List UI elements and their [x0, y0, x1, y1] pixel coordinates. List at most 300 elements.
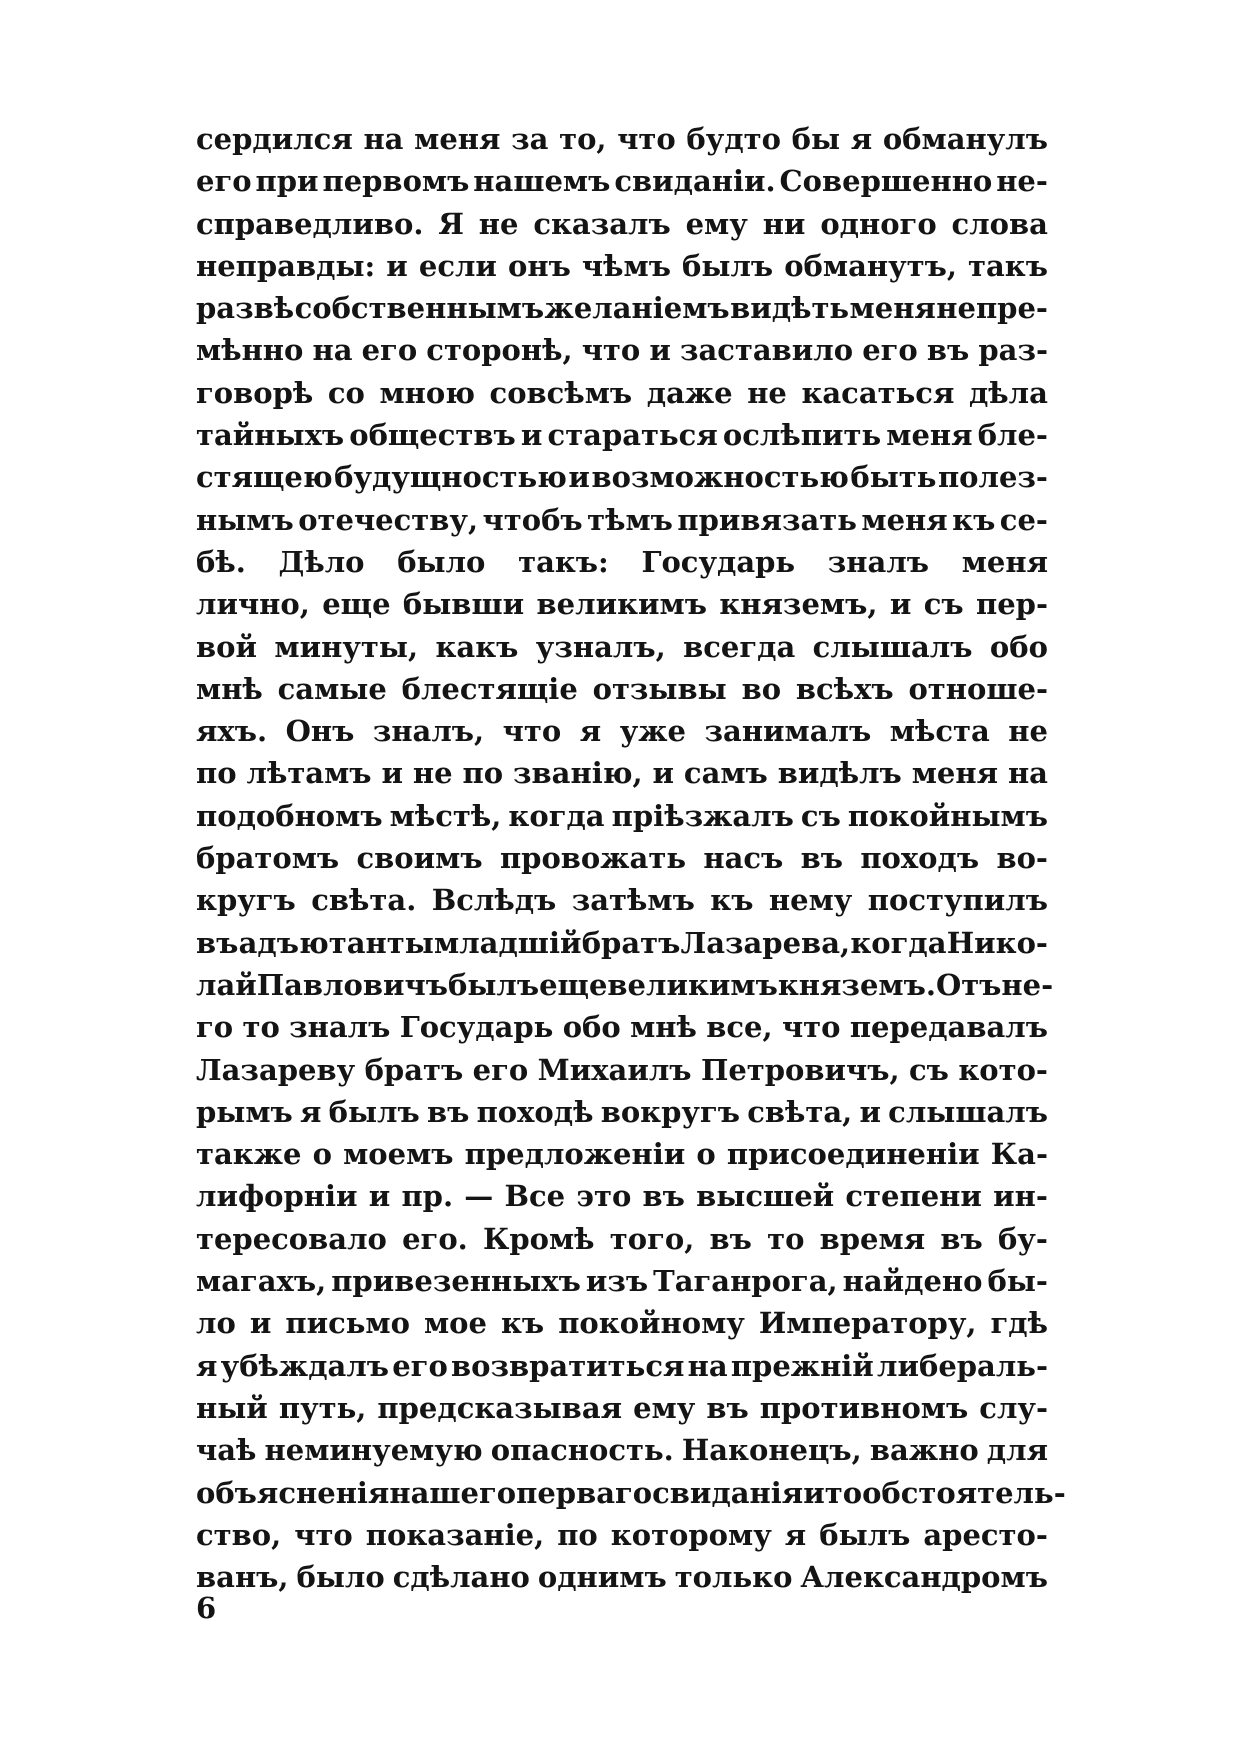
word: кругъ	[196, 883, 296, 918]
word: Лазарева,	[680, 925, 851, 960]
word: Государь	[399, 1010, 554, 1045]
word: насъ	[703, 841, 784, 876]
word: въ	[940, 1221, 983, 1256]
word: даже	[646, 375, 733, 410]
text-line	[196, 1006, 1048, 1048]
word: моемъ	[343, 1137, 454, 1172]
word: будто	[686, 122, 781, 156]
word: и	[249, 1306, 272, 1341]
word: не	[747, 375, 787, 410]
word: съ	[923, 587, 964, 622]
word: Нико-	[946, 925, 1048, 960]
text-line	[196, 1260, 1048, 1302]
word: отзывы	[592, 671, 727, 706]
word: не	[1008, 714, 1048, 749]
word: нашемъ	[473, 164, 611, 199]
word: въ	[706, 1390, 749, 1425]
word: по	[462, 756, 504, 791]
word: которому	[610, 1517, 772, 1552]
text-line	[196, 456, 1048, 498]
text-line	[196, 922, 1048, 964]
word: Императору,	[758, 1306, 977, 1341]
word: поступилъ	[867, 883, 1048, 918]
word: то	[767, 1221, 805, 1256]
word: занималъ	[704, 714, 872, 749]
text-line	[196, 879, 1048, 921]
text-line	[196, 1049, 1048, 1091]
word: во	[741, 671, 782, 706]
word: письмо	[285, 1306, 410, 1341]
word: привезенныхъ	[331, 1264, 581, 1299]
word: мѣнно	[196, 333, 304, 368]
word: рымъ	[196, 1094, 293, 1129]
word: го	[196, 1010, 234, 1045]
word: княземъ.	[777, 967, 936, 1002]
word: слу-	[979, 1390, 1048, 1425]
word: лифорніи	[196, 1179, 358, 1214]
word: Кромѣ	[482, 1221, 595, 1256]
word: быть	[850, 460, 937, 495]
word: походѣ	[476, 1094, 594, 1129]
word: въ	[196, 925, 239, 960]
word: свиданія	[652, 1475, 804, 1510]
word: касаться	[801, 375, 955, 410]
text-line	[196, 372, 1048, 414]
text-line	[196, 287, 1048, 329]
word: непре-	[936, 291, 1048, 326]
text-line	[196, 1091, 1048, 1133]
word: Государь	[641, 544, 796, 579]
word: и	[652, 756, 674, 791]
word: Онъ	[285, 714, 355, 749]
text-line	[196, 752, 1048, 794]
word: его	[392, 1348, 448, 1383]
word: всегда	[683, 629, 796, 664]
word: не	[412, 756, 453, 791]
word: я	[300, 1094, 322, 1129]
text-line	[196, 245, 1048, 287]
word: либераль-	[877, 1348, 1048, 1383]
word: адъютанты	[238, 925, 434, 960]
word: тайныхъ	[196, 418, 345, 453]
word: одного	[820, 206, 937, 241]
text-line	[196, 203, 1048, 245]
word: чѣмъ	[581, 248, 671, 283]
word: свиданіи.	[614, 164, 776, 199]
word: какъ	[435, 629, 519, 664]
word: ослѣпить	[722, 418, 882, 453]
word: на	[312, 333, 353, 368]
word: покойнымъ	[847, 798, 1048, 833]
word: и	[520, 418, 543, 453]
word: и	[859, 1094, 881, 1129]
word: лѣтамъ	[246, 756, 372, 791]
word: нашего	[389, 1475, 517, 1510]
word: я	[850, 122, 873, 156]
word: передавалъ	[849, 1010, 1048, 1045]
word: пр.	[401, 1179, 454, 1214]
word: путь,	[278, 1390, 367, 1425]
word: привязать	[677, 502, 857, 537]
word: совсѣмъ	[489, 375, 633, 410]
text-line	[196, 1514, 1048, 1556]
word: стящею	[196, 460, 333, 495]
text-line	[196, 795, 1048, 837]
word: обманутъ,	[784, 248, 957, 283]
word: минуты,	[274, 629, 419, 664]
text-line	[196, 583, 1048, 625]
text-line	[196, 118, 1048, 160]
word: объясненія	[196, 1475, 390, 1510]
word: Вслѣдъ	[431, 883, 557, 918]
word: бывши	[402, 587, 525, 622]
word: обстоятель-	[862, 1475, 1066, 1510]
word: меня	[849, 291, 936, 326]
text-line	[196, 1556, 1048, 1598]
word: прежній	[730, 1348, 874, 1383]
word: однимъ	[537, 1560, 667, 1595]
word: на	[1007, 756, 1048, 791]
word: опасность.	[490, 1433, 674, 1468]
word: высшей	[696, 1179, 835, 1214]
word: онъ	[508, 248, 571, 283]
word: неминуемую	[264, 1433, 483, 1468]
text-line	[196, 329, 1048, 371]
word: я	[579, 714, 602, 749]
word: братъ	[581, 925, 681, 960]
word: яхъ.	[196, 714, 268, 749]
word: Лазареву	[196, 1052, 356, 1087]
text-line	[196, 1429, 1048, 1471]
word: къ	[710, 883, 754, 918]
text-line	[196, 964, 1054, 1006]
word: отноше-	[908, 671, 1048, 706]
word: въ	[800, 841, 843, 876]
word: перваго	[516, 1475, 653, 1510]
word: Совершенно	[779, 164, 993, 199]
word: то,	[559, 122, 607, 156]
word: меня	[414, 122, 501, 156]
word: его	[361, 333, 418, 368]
word: возвратиться	[450, 1348, 685, 1383]
word: желаніемъ	[544, 291, 730, 326]
text-line	[196, 541, 1048, 583]
text-line	[196, 1218, 1048, 1260]
word: это	[576, 1179, 632, 1214]
word: Наконецъ,	[681, 1433, 862, 1468]
word: аресто-	[923, 1517, 1048, 1552]
word: сказалъ	[533, 206, 671, 241]
word: Александромъ	[800, 1560, 1048, 1595]
word: тересовало	[196, 1221, 387, 1256]
word: вой	[196, 629, 258, 664]
word: Все	[504, 1179, 566, 1214]
word: собственнымъ	[294, 291, 545, 326]
word: первомъ	[322, 164, 470, 199]
word: чаѣ	[196, 1433, 257, 1468]
body-text	[196, 118, 1066, 1598]
word: ный	[196, 1390, 268, 1425]
word: бы	[791, 122, 841, 156]
text-line	[196, 668, 1048, 710]
text-line	[196, 626, 1048, 668]
word: во-	[996, 841, 1048, 876]
word: нему	[768, 883, 853, 918]
word: все,	[706, 1010, 773, 1045]
word: лично,	[196, 587, 310, 622]
word: своимъ	[356, 841, 483, 876]
word: уже	[619, 714, 686, 749]
word: ему	[633, 1390, 696, 1425]
word: будущностью	[334, 460, 567, 495]
word: ему	[685, 206, 748, 241]
word: степени	[845, 1179, 982, 1214]
word: показаніе,	[365, 1517, 545, 1552]
word: Михаилъ	[537, 1052, 692, 1087]
word: обо	[989, 629, 1048, 664]
word: было	[397, 544, 486, 579]
word: княземъ,	[719, 587, 878, 622]
word: Отъ	[935, 967, 1002, 1002]
word: въ	[709, 1221, 752, 1256]
word: меня	[961, 544, 1048, 579]
word: что	[502, 714, 562, 749]
word: его	[196, 164, 252, 199]
word: кото-	[958, 1052, 1048, 1087]
word: раз-	[978, 333, 1048, 368]
word: по	[557, 1517, 598, 1552]
word: видѣлъ	[777, 756, 902, 791]
word: и	[568, 460, 590, 495]
word: слышалъ	[888, 1094, 1048, 1129]
word: сердился	[196, 122, 353, 156]
word: былъ	[682, 248, 774, 283]
word: ни	[762, 206, 806, 241]
word: братомъ	[196, 841, 340, 876]
word: свѣта,	[747, 1094, 853, 1129]
word: ло	[196, 1306, 236, 1341]
word: зналъ	[289, 1010, 391, 1045]
word: сторонѣ,	[426, 333, 573, 368]
word: бу-	[997, 1221, 1048, 1256]
word: братъ	[364, 1052, 464, 1087]
word: изъ	[585, 1264, 649, 1299]
word: полез-	[937, 460, 1048, 495]
word: къ	[952, 502, 996, 537]
word: бле-	[977, 418, 1048, 453]
word: лай	[196, 967, 257, 1002]
word: и	[381, 756, 403, 791]
word: великимъ	[536, 587, 707, 622]
word: съ	[800, 798, 841, 833]
word: найдено	[842, 1264, 983, 1299]
word: Таганрога,	[653, 1264, 838, 1299]
word: также	[196, 1137, 302, 1172]
word: великимъ	[607, 967, 778, 1002]
word: съ	[909, 1052, 949, 1087]
word: такъ:	[518, 544, 609, 579]
word: зналъ	[827, 544, 930, 579]
text-line	[196, 1302, 1048, 1344]
word: для	[986, 1433, 1048, 1468]
word: чтобъ	[482, 502, 583, 537]
word: мѣстѣ,	[389, 798, 502, 833]
word: мною	[379, 375, 475, 410]
word: младшій	[434, 925, 582, 960]
word: его.	[402, 1221, 468, 1256]
text-line	[196, 1472, 1066, 1514]
word: того,	[609, 1221, 695, 1256]
text-line	[196, 414, 1048, 456]
word: важно	[869, 1433, 979, 1468]
word: еще	[322, 587, 391, 622]
word: то	[824, 1475, 863, 1510]
word: неправды:	[196, 248, 376, 283]
text-line	[196, 837, 1048, 879]
word: о	[696, 1137, 716, 1172]
word: за	[511, 122, 549, 156]
word: Дѣло	[278, 544, 365, 579]
word: былъ	[448, 967, 540, 1002]
word: пріѣзжалъ	[611, 798, 794, 833]
word: когда	[850, 925, 947, 960]
word: его	[472, 1052, 529, 1087]
word: что	[617, 122, 676, 156]
word: не-	[996, 164, 1048, 199]
word: присоединеніи	[726, 1137, 980, 1172]
word: въ	[426, 1094, 470, 1129]
word: обществъ	[349, 418, 516, 453]
text-line	[196, 1175, 1048, 1217]
text-line	[196, 1133, 1048, 1175]
word: и	[649, 333, 671, 368]
word: меня	[886, 418, 973, 453]
word: такъ	[968, 248, 1048, 283]
word: къ	[500, 1306, 545, 1341]
word: блестящіе	[401, 671, 578, 706]
word: походъ	[860, 841, 980, 876]
word: затѣмъ	[571, 883, 695, 918]
word: видѣть	[730, 291, 850, 326]
word: когда	[508, 798, 605, 833]
word: заставило	[679, 333, 854, 368]
word: гдѣ	[990, 1306, 1048, 1341]
word: что	[581, 333, 641, 368]
word: и	[386, 248, 408, 283]
word: по	[196, 756, 237, 791]
word: обманулъ	[882, 122, 1048, 156]
word: ство,	[196, 1517, 282, 1552]
word: я	[196, 1348, 218, 1383]
word: развѣ	[196, 291, 295, 326]
page-number: 6	[196, 1591, 217, 1625]
word: узналъ,	[535, 629, 666, 664]
word: ин-	[993, 1179, 1048, 1214]
word: стараться	[547, 418, 718, 453]
word: что	[781, 1010, 841, 1045]
word: и	[803, 1475, 825, 1510]
word: и	[368, 1179, 391, 1214]
word: въ	[926, 333, 970, 368]
word: ванъ,	[196, 1560, 289, 1595]
word: бѣ.	[196, 544, 246, 579]
text-line	[196, 160, 1048, 202]
word: —	[464, 1179, 494, 1214]
word: возможностью	[591, 460, 849, 495]
word: се-	[999, 502, 1048, 537]
word: дѣла	[968, 375, 1048, 410]
word: со	[327, 375, 365, 410]
word: было	[296, 1560, 385, 1595]
word: пер-	[975, 587, 1048, 622]
word: предложеніи	[464, 1137, 686, 1172]
word: справедливо.	[196, 206, 424, 241]
word: если	[418, 248, 497, 283]
word: что	[294, 1517, 353, 1552]
word: меня	[911, 756, 999, 791]
word: и	[889, 587, 912, 622]
word: противномъ	[759, 1390, 969, 1425]
word: бы-	[987, 1264, 1048, 1299]
word: провожать	[499, 841, 687, 876]
word: о	[312, 1137, 332, 1172]
word: то	[242, 1010, 280, 1045]
word: самъ	[683, 756, 768, 791]
word: отечеству,	[298, 502, 479, 537]
word: на	[363, 122, 404, 156]
word: при	[255, 164, 319, 199]
word: покойному	[558, 1306, 745, 1341]
text-line	[196, 1387, 1048, 1429]
word: званію,	[513, 756, 643, 791]
word: мое	[423, 1306, 487, 1341]
word: слышалъ	[812, 629, 973, 664]
word: подобномъ	[196, 798, 383, 833]
word: магахъ,	[196, 1264, 327, 1299]
word: Ка-	[990, 1137, 1048, 1172]
word: только	[674, 1560, 793, 1595]
word: убѣждалъ	[220, 1348, 390, 1383]
word: Петровичъ,	[700, 1052, 900, 1087]
word: его	[862, 333, 918, 368]
text-line	[196, 710, 1048, 752]
word: былъ	[328, 1094, 420, 1129]
word: не-	[1001, 967, 1054, 1002]
word: не	[478, 206, 519, 241]
word: сдѣлано	[392, 1560, 530, 1595]
word: меня	[861, 502, 948, 537]
word: на	[687, 1348, 728, 1383]
word: обо	[562, 1010, 621, 1045]
word: слова	[951, 206, 1048, 241]
word: говорѣ	[196, 375, 314, 410]
word: я	[784, 1517, 807, 1552]
word: мнѣ	[196, 671, 263, 706]
word: Я	[438, 206, 464, 241]
word: Павловичъ	[256, 967, 448, 1002]
word: предсказывая	[377, 1390, 623, 1425]
text-line	[196, 1345, 1048, 1387]
word: еще	[539, 967, 608, 1002]
word: тѣмъ	[587, 502, 673, 537]
word: вокругъ	[600, 1094, 740, 1129]
word: свѣта.	[311, 883, 417, 918]
word: самые	[277, 671, 387, 706]
word: мнѣ	[630, 1010, 697, 1045]
word: былъ	[819, 1517, 911, 1552]
text-line	[196, 499, 1048, 541]
word: зналъ,	[372, 714, 485, 749]
